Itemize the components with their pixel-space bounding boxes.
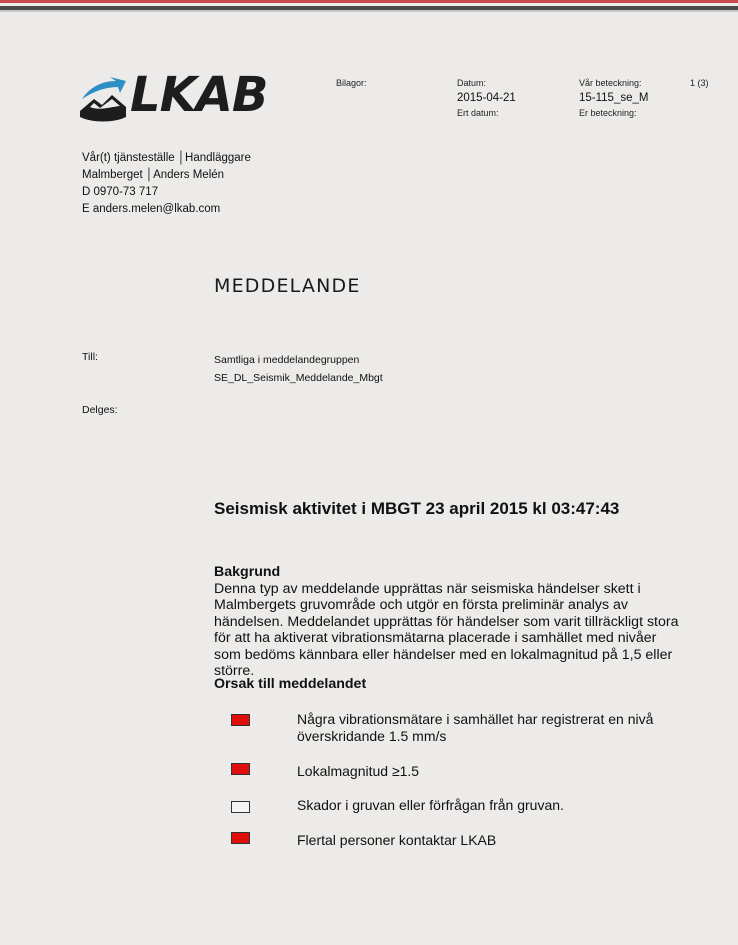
bakgrund-title: Bakgrund (214, 564, 281, 580)
var-beteckning-value: 15-115_se_M (579, 92, 649, 104)
datum-label: Datum: (457, 78, 487, 88)
reason-item: Skador i gruvan eller förfrågan från gruvan. (297, 797, 564, 813)
var-beteckning-label: Vår beteckning: (579, 78, 642, 88)
reason-item: Några vibrationsmätare i samhället har registrerat en nivå överskridande 1.5 mm/s (297, 711, 654, 744)
bilagor-label: Bilagor: (336, 78, 367, 88)
reason-checkbox (231, 714, 250, 726)
page-number: 1 (3) (690, 78, 709, 88)
sender-name-line: Malmberget │Anders Melén (82, 169, 225, 181)
document-title: MEDDELANDE (214, 275, 361, 297)
bakgrund-section (214, 564, 684, 680)
header-rule-red (0, 0, 738, 3)
reason-item: Flertal personer kontaktar LKAB (297, 832, 497, 848)
reason-checkbox (231, 763, 250, 775)
mountain-logo-icon (80, 77, 128, 125)
logo-text: LKAB (130, 67, 268, 123)
reason-checkbox (231, 832, 250, 844)
till-recipients (214, 351, 383, 387)
reason-checkbox (231, 801, 250, 813)
reason-item: Lokalmagnitud ≥1.5 (297, 763, 420, 779)
till-recipient-line: SE_DL_Seismik_Meddelande_Mbgt (214, 372, 383, 384)
sender-phone: D 0970-73 717 (82, 186, 159, 198)
ert-datum-label: Ert datum: (457, 108, 499, 118)
sender-office-line: Vår(t) tjänsteställe │Handläggare (82, 152, 251, 164)
er-beteckning-label: Er beteckning: (579, 108, 637, 118)
sender-email: E anders.melen@lkab.com (82, 203, 221, 215)
orsak-title: Orsak till meddelandet (214, 676, 367, 692)
datum-value: 2015-04-21 (457, 92, 516, 104)
lkab-logo (80, 67, 268, 125)
sender-block (82, 150, 251, 218)
till-recipient-line: Samtliga i meddelandegruppen (214, 354, 360, 366)
till-label: Till: (82, 351, 98, 363)
header-rule-light (0, 10, 738, 12)
message-heading: Seismisk aktivitet i MBGT 23 april 2015 kl 03:47:43 (214, 499, 620, 518)
bakgrund-text: Denna typ av meddelande upprättas när seismiska händelser skett i Malmbergets gruvområde och utgör en första preliminär analys av händelsen. Meddelandet upprättas för händelser som varit tillräckligt stora för att ha aktiverat vibrationsmätarna placerade i samhället med nivåer som bedöms kännbara eller händelser med en lokalmagnitud på 1,5 eller större. (214, 580, 679, 679)
delges-label: Delges: (82, 404, 118, 416)
